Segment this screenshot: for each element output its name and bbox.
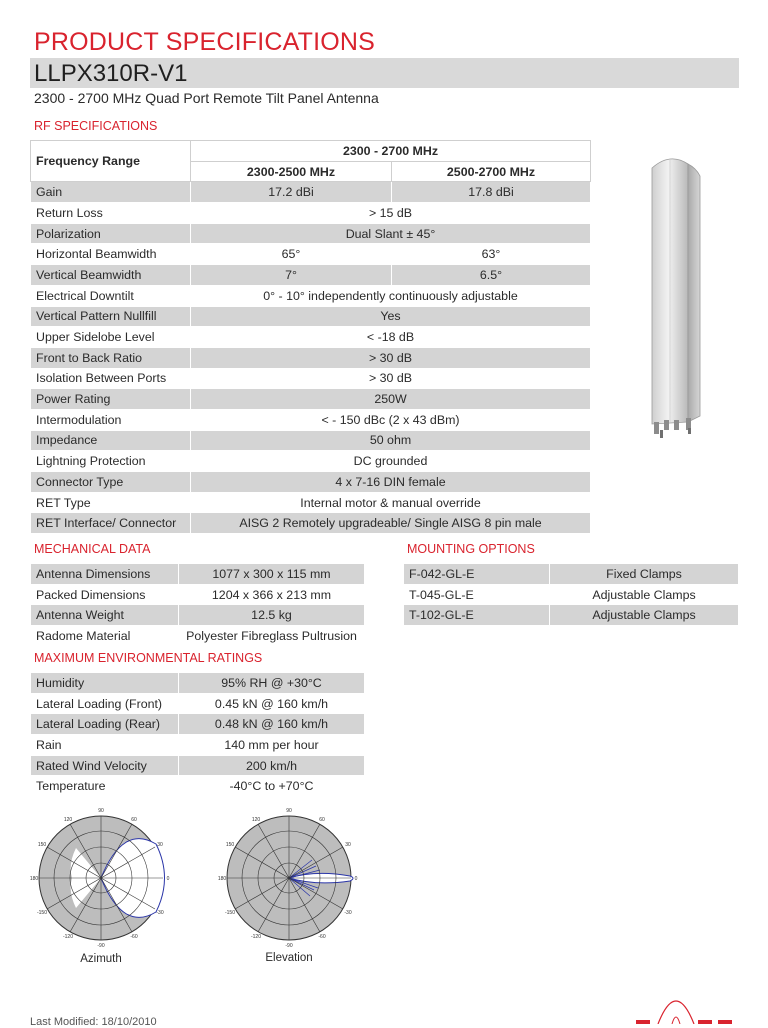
angle-label: -120 <box>62 934 74 940</box>
azimuth-caption: Azimuth <box>80 953 122 965</box>
angle-label: 0 <box>166 876 170 882</box>
angle-label: -150 <box>36 910 48 916</box>
angle-label: 180 <box>29 876 39 882</box>
environmental-table <box>30 672 365 797</box>
table-row: Gain 17.2 dBi 17.8 dBi <box>31 182 591 203</box>
table-row: RET Interface/ Connector AISG 2 Remotely upgradeable/ Single AISG 8 pin male <box>31 513 591 534</box>
angle-label: 120 <box>63 817 73 823</box>
table-row: Polarization Dual Slant ± 45° <box>31 223 591 244</box>
angle-label: 60 <box>131 817 137 823</box>
rf-section-title: RF SPECIFICATIONS <box>34 119 158 133</box>
elevation-pattern-plot <box>216 804 366 952</box>
angle-label: 150 <box>225 842 235 848</box>
angle-label: 90 <box>286 808 292 814</box>
table-row: Rain 140 mm per hour <box>31 735 365 756</box>
angle-label: 60 <box>319 817 325 823</box>
mounting-section-title: MOUNTING OPTIONS <box>407 542 535 556</box>
table-row: Intermodulation < - 150 dBc (2 x 43 dBm) <box>31 409 591 430</box>
table-row: Antenna Weight 12.5 kg <box>31 605 365 626</box>
table-row: Humidity 95% RH @ +30°C <box>31 673 365 694</box>
page-title: PRODUCT SPECIFICATIONS <box>34 28 376 56</box>
table-row: F-042-GL-E Fixed Clamps <box>404 564 739 585</box>
elevation-caption: Elevation <box>265 952 313 964</box>
angle-label: -120 <box>250 934 262 940</box>
table-row: Lateral Loading (Rear) 0.48 kN @ 160 km/h <box>31 714 365 735</box>
sub-band-2: 2500-2700 MHz <box>392 161 591 182</box>
angle-label: -90 <box>285 943 293 949</box>
table-row: Temperature -40°C to +70°C <box>31 776 365 797</box>
table-row: Rated Wind Velocity 200 km/h <box>31 755 365 776</box>
table-row: T-102-GL-E Adjustable Clamps <box>404 605 739 626</box>
table-row: Lightning Protection DC grounded <box>31 451 591 472</box>
sub-band-1: 2300-2500 MHz <box>191 161 392 182</box>
table-row: Impedance 50 ohm <box>31 430 591 451</box>
angle-label: -60 <box>130 934 138 940</box>
rf-spec-table <box>30 140 591 534</box>
table-row: Antenna Dimensions 1077 x 300 x 115 mm <box>31 564 365 585</box>
table-row: Horizontal Beamwidth 65° 63° <box>31 244 591 265</box>
table-row: Front to Back Ratio > 30 dB <box>31 347 591 368</box>
brand-logo <box>636 984 746 1024</box>
angle-label: -30 <box>344 910 352 916</box>
table-row: Connector Type 4 x 7-16 DIN female <box>31 472 591 493</box>
mechanical-section-title: MECHANICAL DATA <box>34 542 151 556</box>
table-row: Vertical Beamwidth 7° 6.5° <box>31 265 591 286</box>
product-subtitle: 2300 - 2700 MHz Quad Port Remote Tilt Panel Antenna <box>34 90 379 106</box>
azimuth-pattern-plot <box>28 804 178 952</box>
mounting-table <box>403 563 739 626</box>
table-row: T-045-GL-E Adjustable Clamps <box>404 584 739 605</box>
table-row: Upper Sidelobe Level < -18 dB <box>31 327 591 348</box>
table-row: Vertical Pattern Nullfill Yes <box>31 306 591 327</box>
angle-label: 30 <box>157 842 163 848</box>
table-row: Electrical Downtilt 0° - 10° independently continuously adjustable <box>31 285 591 306</box>
angle-label: -60 <box>318 934 326 940</box>
last-modified: Last Modified: 18/10/2010 <box>30 1016 157 1028</box>
angle-label: -90 <box>97 943 105 949</box>
band-header: 2300 - 2700 MHz <box>191 141 591 162</box>
environmental-section-title: MAXIMUM ENVIRONMENTAL RATINGS <box>34 651 263 665</box>
angle-label: 180 <box>217 876 227 882</box>
model-name: LLPX310R-V1 <box>34 60 188 87</box>
angle-label: 120 <box>251 817 261 823</box>
mechanical-table <box>30 563 365 647</box>
angle-label: 150 <box>37 842 47 848</box>
table-row: Power Rating 250W <box>31 389 591 410</box>
angle-label: 30 <box>345 842 351 848</box>
table-row: Return Loss > 15 dB <box>31 203 591 224</box>
angle-label: -150 <box>224 910 236 916</box>
angle-label: -30 <box>156 910 164 916</box>
table-row: RET Type Internal motor & manual override <box>31 492 591 513</box>
freq-range-label: Frequency Range <box>31 141 191 182</box>
antenna-image <box>640 150 712 440</box>
table-row: Isolation Between Ports > 30 dB <box>31 368 591 389</box>
table-row: Radome Material Polyester Fibreglass Pultrusion <box>31 626 365 647</box>
table-row: Packed Dimensions 1204 x 366 x 213 mm <box>31 584 365 605</box>
angle-label: 90 <box>98 808 104 814</box>
table-row: Lateral Loading (Front) 0.45 kN @ 160 km/h <box>31 693 365 714</box>
angle-label: 0 <box>354 876 358 882</box>
